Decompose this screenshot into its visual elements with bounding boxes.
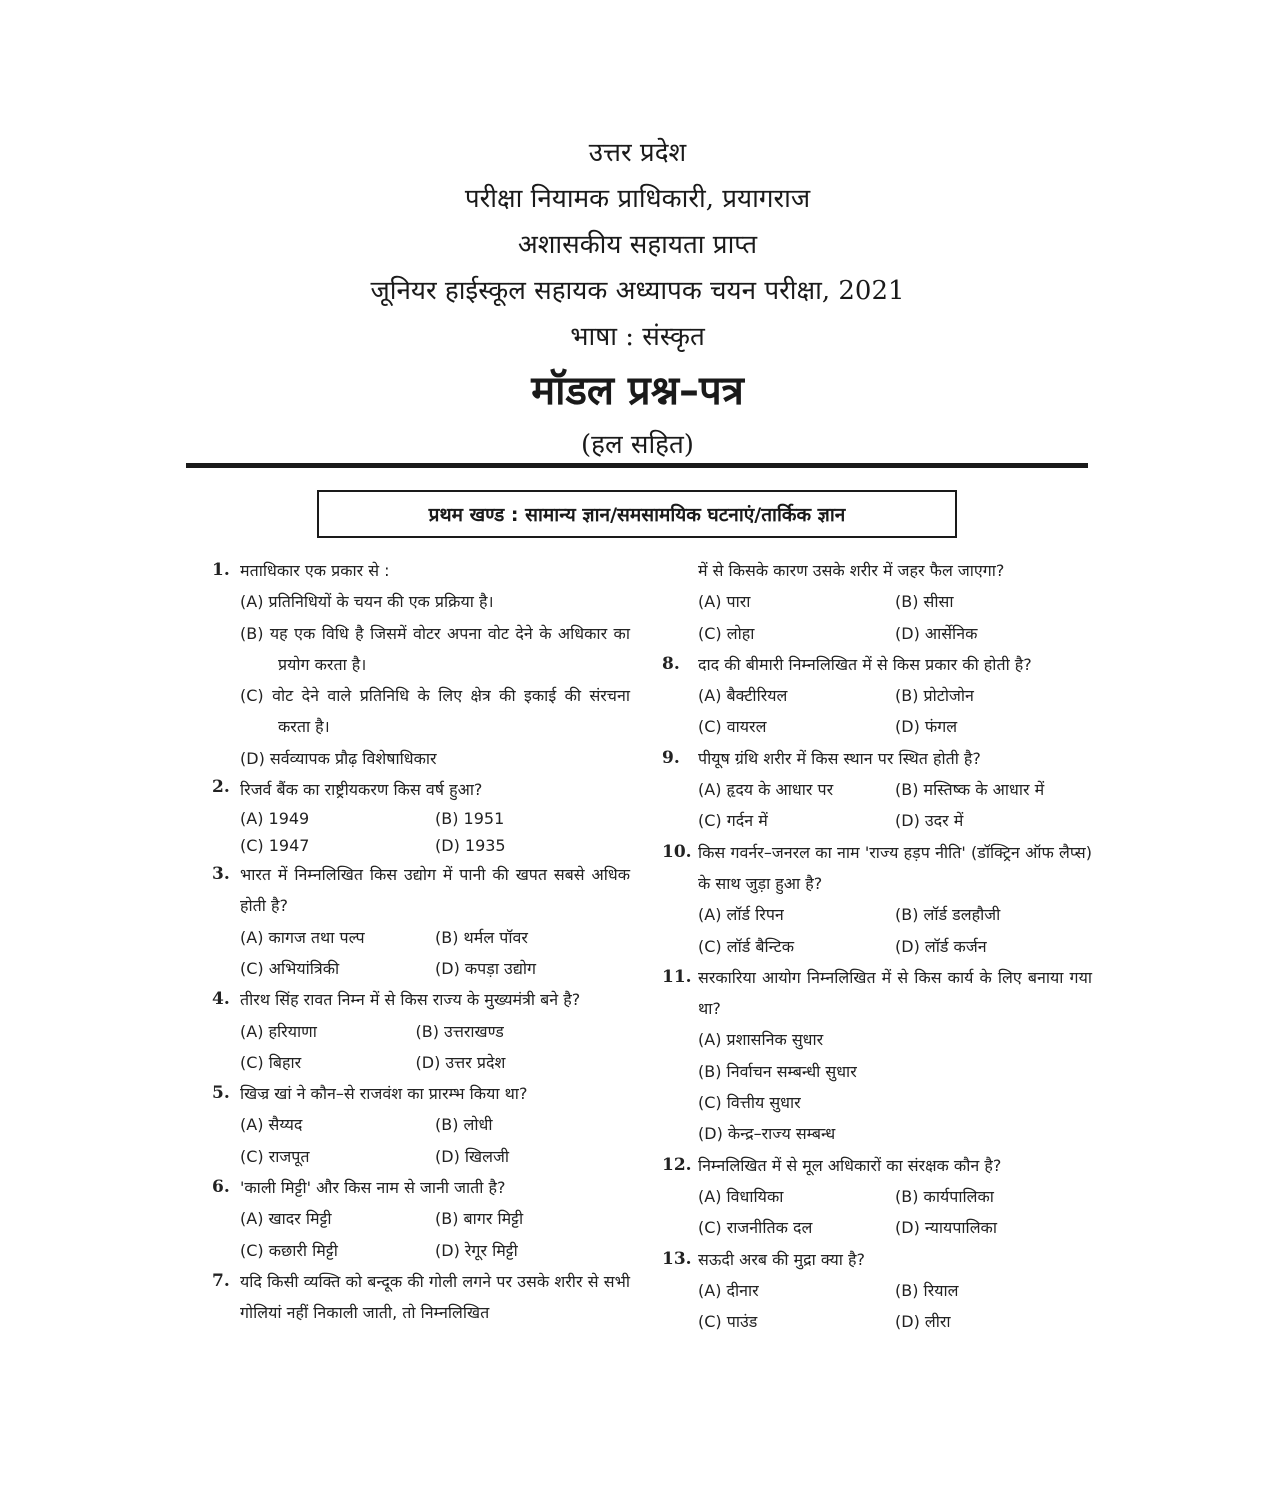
option-b: (B) उत्तराखण्ड <box>415 1021 504 1041</box>
exam-name: जूनियर हाईस्कूल सहायक अध्यापक चयन परीक्षा, 2021 <box>370 276 905 306</box>
authority-name: परीक्षा नियामक प्राधिकारी, प्रयागराज <box>464 184 811 214</box>
option-d: (D) 1935 <box>435 836 506 856</box>
option-a: (A) खादर मिट्टी <box>240 1209 332 1229</box>
question-text: किस गवर्नर–जनरल का नाम 'राज्य हड़प नीति' (डॉक्ट्रिन ऑफ लैप्स) के साथ जुड़ा हुआ है? <box>698 842 1092 893</box>
options-grid <box>698 1275 1092 1338</box>
question-text: तीरथ सिंह रावत निम्न में से किस राज्य के मुख्यमंत्री बने है? <box>240 990 581 1010</box>
option-d: (D) लॉर्ड कर्जन <box>895 936 987 956</box>
aided-label: अशासकीय सहायता प्राप्त <box>517 230 758 260</box>
question-text: सऊदी अरब की मुद्रा क्या है? <box>698 1249 865 1269</box>
option-c: (C) वायरल <box>698 717 767 737</box>
question-text: 'काली मिट्टी' और किस नाम से जानी जाती है? <box>240 1178 506 1198</box>
option-b: (B) निर्वाचन सम्बन्धी सुधार <box>698 1061 857 1081</box>
header-divider <box>186 463 1088 468</box>
question-number: 8. <box>662 653 680 674</box>
section-title: प्रथम खण्ड : सामान्य ज्ञान/समसामयिक घटनाएं/तार्किक ज्ञान <box>317 490 957 538</box>
question-number: 13. <box>662 1248 692 1269</box>
option-c: (C) बिहार <box>240 1052 302 1072</box>
question-text: रिजर्व बैंक का राष्ट्रीयकरण किस वर्ष हुआ? <box>240 780 483 800</box>
question-number: 3. <box>212 864 230 885</box>
question-number: 7. <box>212 1270 230 1291</box>
option-b: (B) लॉर्ड डलहौजी <box>895 905 1001 925</box>
option-c: (C) लॉर्ड बैन्टिक <box>698 936 795 956</box>
question-text: दाद की बीमारी निम्नलिखित में से किस प्रकार की होती है? <box>698 654 1032 674</box>
question-5 <box>212 1078 630 1172</box>
question-text: पीयूष ग्रंथि शरीर में किस स्थान पर स्थित होती है? <box>698 748 981 768</box>
options-grid <box>698 586 1092 649</box>
option-d: (D) खिलजी <box>435 1146 509 1166</box>
options-grid <box>240 1203 630 1266</box>
options-grid <box>698 774 1092 837</box>
question-number: 11. <box>662 966 692 987</box>
question-text-continued: में से किसके कारण उसके शरीर में जहर फैल जाएगा? <box>698 561 1005 580</box>
question-text: सरकारिया आयोग निम्नलिखित में से किस कार्य के लिए बनाया गया था? <box>698 967 1092 1019</box>
option-c: (C) कछारी मिट्टी <box>240 1240 338 1260</box>
option-c: (C) 1947 <box>240 836 310 856</box>
option-d: (D) उत्तर प्रदेश <box>415 1052 506 1072</box>
question-number: 6. <box>212 1177 230 1198</box>
option-c: (C) वित्तीय सुधार <box>698 1093 801 1113</box>
option-d: (D) कपड़ा उद्योग <box>435 958 537 978</box>
options-grid <box>698 680 1092 743</box>
question-8 <box>662 649 1092 743</box>
question-7-continued <box>662 555 1092 649</box>
option-a: (A) लॉर्ड रिपन <box>698 905 784 925</box>
question-4 <box>212 984 630 1078</box>
page-subtitle: (हल सहित) <box>581 430 694 460</box>
option-c: (C) गर्दन में <box>698 811 768 831</box>
option-a: (A) विधायिका <box>698 1186 784 1206</box>
option-a: (A) प्रतिनिधियों के चयन की एक प्रक्रिया है। <box>240 592 494 612</box>
option-a: (A) कागज तथा पल्प <box>240 927 365 947</box>
options-grid <box>240 805 630 859</box>
option-a: (A) बैक्टीरियल <box>698 686 788 706</box>
question-number: 12. <box>662 1154 692 1175</box>
option-a: (A) पारा <box>698 592 751 612</box>
option-c: (C) लोहा <box>698 623 755 643</box>
right-column <box>662 555 1092 1337</box>
option-a: (A) सैय्यद <box>240 1115 303 1135</box>
question-text: यदि किसी व्यक्ति को बन्दूक की गोली लगने पर उसके शरीर से सभी गोलियां नहीं निकाली जाती, तो निम्नलिखित <box>240 1271 630 1323</box>
options-grid <box>698 1181 1092 1244</box>
question-6 <box>212 1172 630 1266</box>
option-c: (C) पाउंड <box>698 1312 758 1332</box>
option-d: (D) रेगूर मिट्टी <box>435 1240 518 1260</box>
option-b: (B) प्रोटोजोन <box>895 686 974 706</box>
option-d: (D) लीरा <box>895 1312 951 1332</box>
options-grid <box>698 899 1092 962</box>
option-a: (A) दीनार <box>698 1280 759 1300</box>
question-number: 10. <box>662 841 692 862</box>
question-10 <box>662 837 1092 962</box>
option-d: (D) फंगल <box>895 717 958 737</box>
question-1 <box>212 555 630 774</box>
option-a: (A) 1949 <box>240 809 310 829</box>
option-b: (B) 1951 <box>435 809 505 829</box>
question-number: 2. <box>212 777 230 798</box>
options-grid <box>240 922 630 985</box>
option-b: (B) यह एक विधि है जिसमें वोटर अपना वोट देने के अधिकार का प्रयोग करता है। <box>240 623 630 674</box>
option-a: (A) हृदय के आधार पर <box>698 780 834 800</box>
option-b: (B) कार्यपालिका <box>895 1186 994 1206</box>
option-b: (B) लोधी <box>435 1115 493 1135</box>
question-12 <box>662 1150 1092 1244</box>
question-number: 5. <box>212 1083 230 1104</box>
options-grid <box>240 1109 630 1172</box>
language-label: भाषा : संस्कृत <box>570 322 705 352</box>
question-text: मताधिकार एक प्रकार से : <box>240 561 390 580</box>
question-text: भारत में निम्नलिखित किस उद्योग में पानी की खपत सबसे अधिक होती है? <box>240 865 630 916</box>
option-a: (A) हरियाणा <box>240 1021 317 1041</box>
option-b: (B) रियाल <box>895 1280 959 1300</box>
state-name: उत्तर प्रदेश <box>588 138 687 168</box>
option-d: (D) उदर में <box>895 811 964 831</box>
option-b: (B) सीसा <box>895 592 954 612</box>
page-title: मॉडल प्रश्न–पत्र <box>531 368 744 414</box>
question-11 <box>662 962 1092 1150</box>
question-number: 4. <box>212 989 230 1010</box>
option-c: (C) राजपूत <box>240 1146 310 1166</box>
option-b: (B) थर्मल पॉवर <box>435 927 528 947</box>
option-d: (D) आर्सेनिक <box>895 623 978 643</box>
option-d: (D) न्यायपालिका <box>895 1218 997 1238</box>
option-c: (C) अभियांत्रिकी <box>240 958 340 978</box>
question-number: 1. <box>212 560 230 580</box>
question-text: खिज्र खां ने कौन–से राजवंश का प्रारम्भ किया था? <box>240 1084 528 1104</box>
option-b: (B) मस्तिष्क के आधार में <box>895 780 1045 800</box>
option-d: (D) सर्वव्यापक प्रौढ़ विशेषाधिकार <box>240 748 437 768</box>
question-2 <box>212 774 630 859</box>
option-b: (B) बागर मिट्टी <box>435 1209 524 1229</box>
option-c: (C) वोट देने वाले प्रतिनिधि के लिए क्षेत्र की इकाई की संरचना करता है। <box>240 686 630 737</box>
option-c: (C) राजनीतिक दल <box>698 1218 813 1238</box>
question-13 <box>662 1244 1092 1338</box>
question-number: 9. <box>662 747 680 768</box>
question-7 <box>212 1266 630 1329</box>
left-column <box>212 555 630 1329</box>
question-9 <box>662 743 1092 837</box>
options-grid <box>240 1016 630 1079</box>
question-3 <box>212 859 630 984</box>
option-a: (A) प्रशासनिक सुधार <box>698 1030 824 1050</box>
option-d: (D) केन्द्र–राज्य सम्बन्ध <box>698 1124 836 1144</box>
question-text: निम्नलिखित में से मूल अधिकारों का संरक्षक कौन है? <box>698 1155 1002 1175</box>
